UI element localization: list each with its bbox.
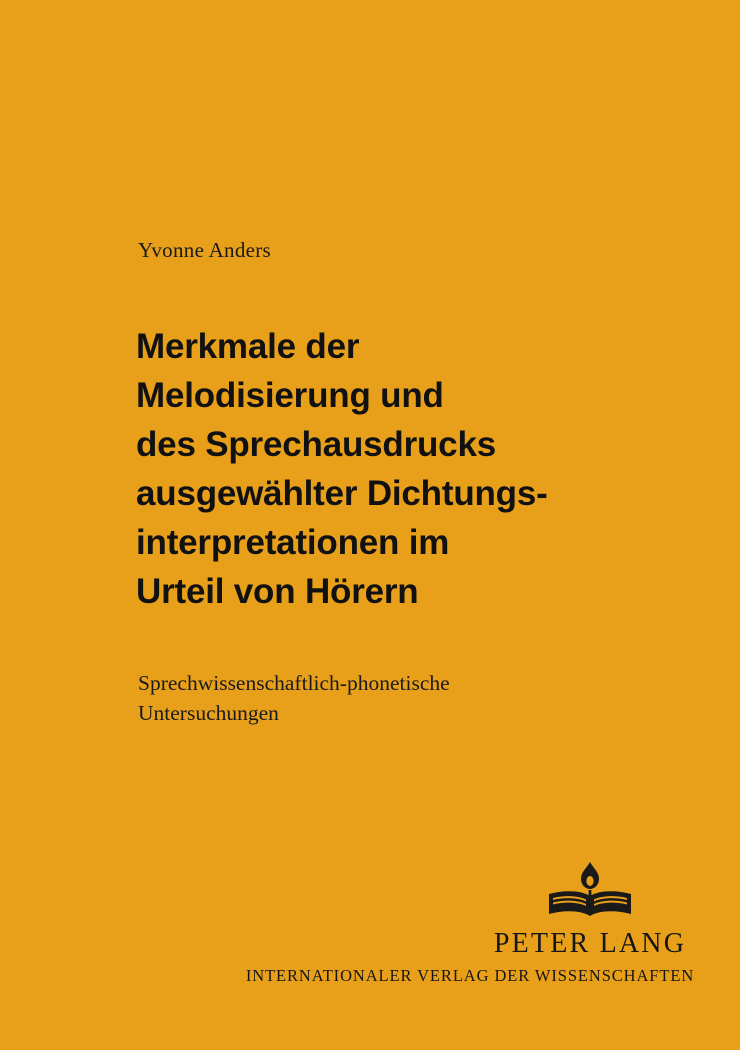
title-line: Urteil von Hörern — [136, 572, 419, 611]
publisher-name: PETER LANG — [493, 928, 687, 959]
publisher-block — [0, 860, 740, 986]
title-line: des Sprechausdrucks — [136, 425, 496, 464]
title-line: Merkmale der — [136, 327, 360, 366]
book-subtitle — [138, 668, 608, 728]
publisher-tagline: INTERNATIONALER VERLAG DER WISSENSCHAFTEN — [245, 966, 695, 985]
title-line: Melodisierung und — [136, 376, 444, 415]
subtitle-line: Untersuchungen — [138, 701, 279, 725]
publisher-logo-wrap — [0, 860, 740, 922]
book-title — [136, 322, 636, 616]
peter-lang-open-book-flame-logo-icon — [440, 860, 740, 922]
title-line: interpretationen im — [136, 523, 450, 562]
subtitle-line: Sprechwissenschaftlich-phonetische — [138, 671, 450, 695]
title-line: ausgewählter Dichtungs- — [136, 474, 548, 513]
author-name: Yvonne Anders — [138, 238, 272, 262]
